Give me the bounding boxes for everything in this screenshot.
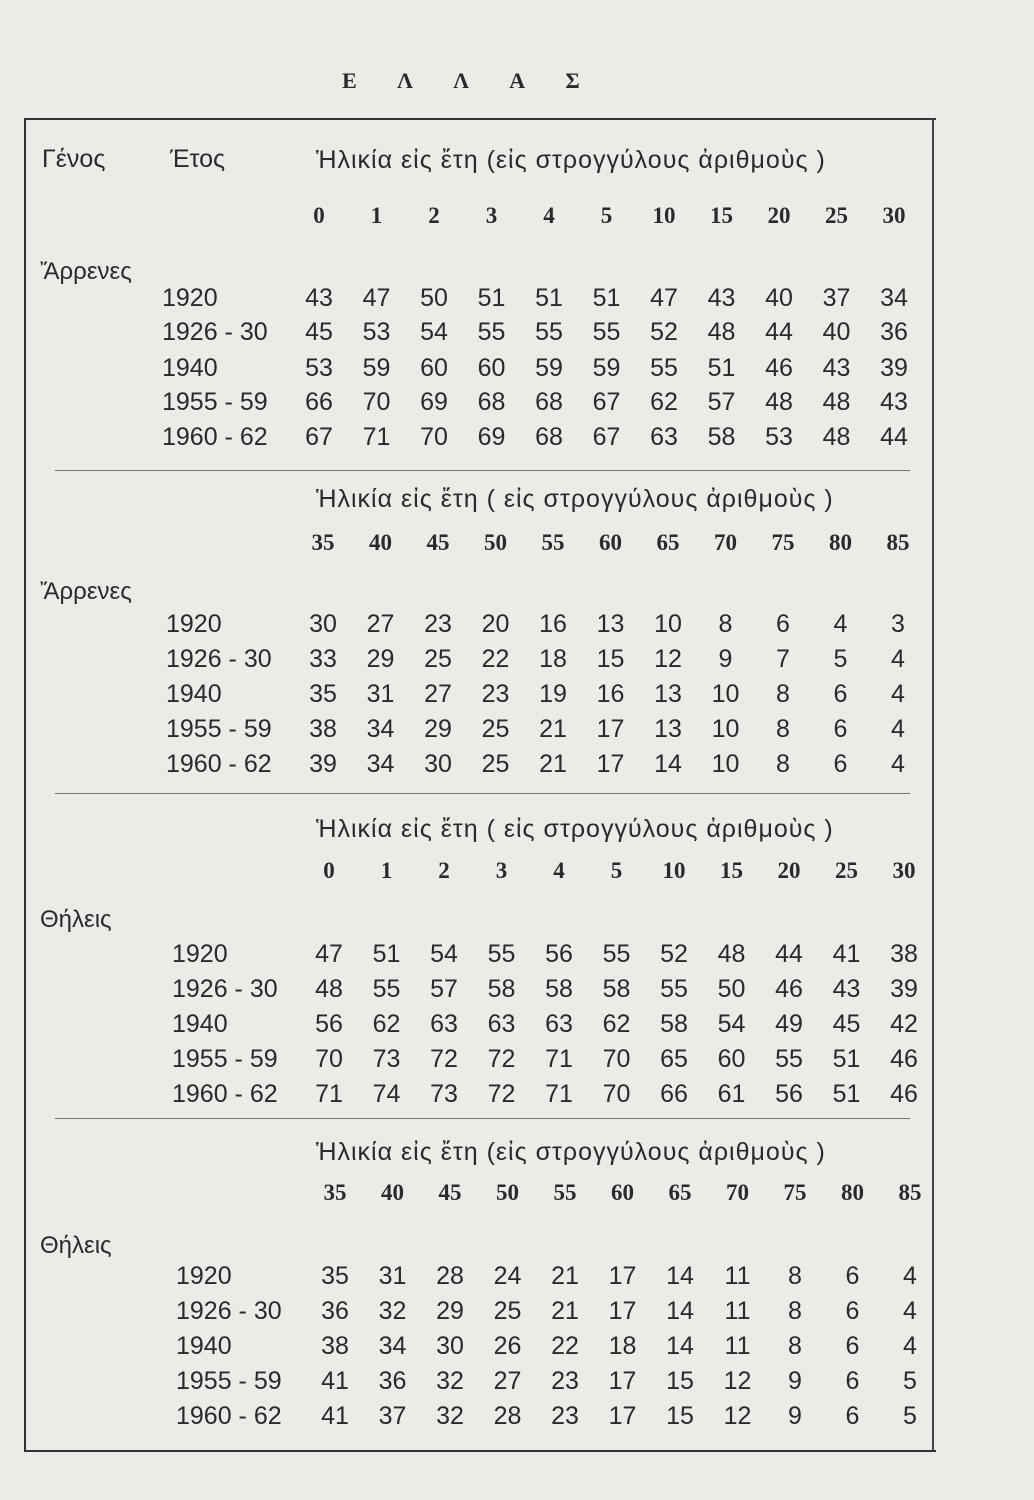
year-label: 1955 - 59 — [176, 1367, 282, 1395]
table-cell: 58 — [487, 975, 516, 1003]
section-divider — [55, 470, 910, 471]
table-cell: 4 — [891, 645, 905, 673]
table-cell: 10 — [711, 750, 740, 778]
age-subheading: Ἡλικία εἰς ἔτη (εἰς στρογγύλους ἀριθμοὺς ) — [316, 1138, 826, 1166]
table-cell: 41 — [321, 1402, 349, 1430]
year-label: 1920 — [166, 610, 222, 638]
age-subheading: Ἡλικία εἰς ἔτη ( εἰς στρογγύλους ἀριθμοὺς ) — [316, 485, 834, 513]
age-column-header: 80 — [829, 530, 852, 555]
age-column-header: 50 — [496, 1180, 519, 1205]
age-column-header: 0 — [313, 203, 325, 228]
year-label: 1940 — [172, 1010, 228, 1038]
table-cell: 63 — [487, 1010, 516, 1038]
table-cell: 25 — [481, 715, 510, 743]
table-cell: 46 — [890, 1080, 918, 1108]
table-cell: 47 — [315, 940, 343, 968]
table-cell: 39 — [890, 975, 918, 1003]
section-divider — [55, 1118, 910, 1119]
table-cell: 41 — [321, 1367, 349, 1395]
table-cell: 15 — [596, 645, 625, 673]
table-cell: 59 — [592, 354, 621, 382]
table-cell: 4 — [891, 680, 905, 708]
table-cell: 23 — [424, 610, 452, 638]
table-cell: 32 — [378, 1297, 407, 1325]
age-column-header: 55 — [541, 530, 565, 555]
table-cell: 5 — [833, 645, 848, 673]
table-cell: 38 — [890, 940, 918, 968]
table-cell: 43 — [822, 354, 851, 382]
table-cell: 56 — [315, 1010, 343, 1038]
table-cell: 46 — [775, 975, 803, 1003]
table-cell: 34 — [366, 750, 395, 778]
table-cell: 57 — [707, 388, 736, 416]
table-cell: 5 — [903, 1402, 917, 1430]
table-cell: 37 — [378, 1402, 407, 1430]
table-cell: 30 — [424, 750, 452, 778]
table-cell: 45 — [305, 318, 333, 346]
table-cell: 51 — [477, 284, 506, 312]
table-cell: 40 — [822, 318, 851, 346]
year-label: 1940 — [166, 680, 222, 708]
table-cell: 51 — [707, 354, 736, 382]
column-header-year: Έτος — [170, 145, 226, 173]
table-cell: 6 — [833, 750, 848, 778]
table-cell: 17 — [608, 1297, 637, 1325]
age-column-header: 5 — [610, 858, 623, 883]
table-cell: 68 — [535, 388, 563, 416]
year-label: 1960 - 62 — [166, 750, 272, 778]
table-cell: 19 — [539, 680, 567, 708]
table-cell: 27 — [366, 610, 395, 638]
age-column-header: 20 — [767, 203, 791, 228]
table-cell: 21 — [551, 1262, 579, 1290]
table-cell: 22 — [551, 1332, 579, 1360]
table-cell: 74 — [372, 1080, 401, 1108]
table-cell: 29 — [424, 715, 452, 743]
table-cell: 25 — [424, 645, 452, 673]
table-cell: 15 — [666, 1367, 694, 1395]
year-label: 1926 - 30 — [162, 318, 268, 346]
table-cell: 6 — [845, 1332, 860, 1360]
table-cell: 4 — [891, 750, 905, 778]
age-column-header: 5 — [600, 203, 613, 228]
table-cell: 67 — [592, 388, 621, 416]
year-label: 1920 — [162, 284, 218, 312]
table-cell: 8 — [776, 680, 790, 708]
table-cell: 55 — [487, 940, 516, 968]
table-cell: 58 — [707, 423, 736, 451]
table-cell: 6 — [845, 1262, 860, 1290]
table-cell: 44 — [775, 940, 803, 968]
table-cell: 30 — [436, 1332, 464, 1360]
table-cell: 17 — [596, 715, 625, 743]
table-cell: 4 — [833, 610, 848, 638]
table-cell: 51 — [592, 284, 621, 312]
table-cell: 9 — [788, 1367, 802, 1395]
table-cell: 44 — [765, 318, 793, 346]
table-cell: 35 — [321, 1262, 349, 1290]
table-cell: 31 — [366, 680, 395, 708]
age-column-header: 25 — [825, 203, 848, 228]
table-cell: 53 — [765, 423, 793, 451]
table-cell: 36 — [880, 318, 908, 346]
age-column-header: 3 — [495, 858, 508, 883]
age-column-header: 85 — [898, 1180, 922, 1205]
table-cell: 73 — [372, 1045, 401, 1073]
age-column-header: 40 — [381, 1180, 404, 1205]
table-cell: 51 — [372, 940, 401, 968]
table-cell: 49 — [775, 1010, 803, 1038]
table-cell: 70 — [362, 388, 391, 416]
table-cell: 11 — [724, 1262, 751, 1290]
page-title: Ε Λ Λ Α Σ — [342, 68, 598, 93]
table-cell: 6 — [845, 1367, 860, 1395]
year-label: 1955 - 59 — [172, 1045, 278, 1073]
table-cell: 17 — [596, 750, 625, 778]
table-cell: 47 — [650, 284, 678, 312]
table-cell: 70 — [315, 1045, 343, 1073]
table-cell: 33 — [309, 645, 337, 673]
table-cell: 15 — [666, 1402, 694, 1430]
table-cell: 63 — [650, 423, 678, 451]
table-cell: 55 — [602, 940, 631, 968]
age-column-header: 15 — [720, 858, 743, 883]
table-cell: 71 — [545, 1045, 573, 1073]
table-cell: 39 — [309, 750, 337, 778]
table-cell: 55 — [372, 975, 401, 1003]
table-cell: 54 — [420, 318, 448, 346]
age-column-header: 45 — [438, 1180, 462, 1205]
table-cell: 51 — [832, 1080, 861, 1108]
year-label: 1926 - 30 — [176, 1297, 282, 1325]
table-cell: 69 — [420, 388, 448, 416]
year-label: 1920 — [172, 940, 228, 968]
table-cell: 14 — [666, 1332, 694, 1360]
table-cell: 65 — [660, 1045, 688, 1073]
age-column-header: 0 — [323, 858, 335, 883]
table-cell: 13 — [654, 680, 682, 708]
table-cell: 71 — [545, 1080, 573, 1108]
age-column-header: 70 — [726, 1180, 749, 1205]
table-cell: 6 — [776, 610, 790, 638]
table-cell: 48 — [822, 388, 851, 416]
table-cell: 59 — [362, 354, 391, 382]
table-cell: 67 — [305, 423, 333, 451]
table-cell: 36 — [378, 1367, 407, 1395]
table-cell: 37 — [822, 284, 851, 312]
age-column-header: 30 — [892, 858, 916, 883]
table-cell: 26 — [493, 1332, 522, 1360]
table-cell: 4 — [903, 1262, 917, 1290]
table-cell: 67 — [592, 423, 621, 451]
table-cell: 44 — [880, 423, 908, 451]
age-column-header: 15 — [710, 203, 733, 228]
table-cell: 68 — [535, 423, 563, 451]
age-column-header: 4 — [543, 203, 555, 228]
table-cell: 9 — [788, 1402, 802, 1430]
table-cell: 56 — [545, 940, 573, 968]
table-cell: 45 — [832, 1010, 861, 1038]
age-column-header: 1 — [380, 858, 393, 883]
table-cell: 71 — [362, 423, 391, 451]
table-cell: 4 — [891, 715, 905, 743]
table-cell: 38 — [309, 715, 337, 743]
table-cell: 51 — [535, 284, 563, 312]
age-column-header: 70 — [714, 530, 737, 555]
table-cell: 8 — [788, 1332, 802, 1360]
age-column-header: 75 — [771, 530, 795, 555]
table-cell: 16 — [596, 680, 625, 708]
table-cell: 62 — [602, 1010, 631, 1038]
table-cell: 55 — [775, 1045, 803, 1073]
age-column-header: 1 — [370, 203, 383, 228]
table-cell: 55 — [660, 975, 688, 1003]
table-cell: 48 — [822, 423, 851, 451]
table-cell: 25 — [493, 1297, 522, 1325]
table-cell: 70 — [602, 1080, 631, 1108]
age-column-header: 2 — [428, 203, 440, 228]
age-subheading: Ἡλικία εἰς ἔτη ( εἰς στρογγύλους ἀριθμοὺς ) — [316, 815, 834, 843]
table-cell: 69 — [477, 423, 506, 451]
table-cell: 50 — [420, 284, 448, 312]
table-cell: 8 — [788, 1297, 802, 1325]
age-column-header: 65 — [656, 530, 680, 555]
table-cell: 55 — [535, 318, 563, 346]
table-cell: 23 — [551, 1402, 579, 1430]
age-column-header: 80 — [841, 1180, 864, 1205]
table-cell: 4 — [903, 1332, 917, 1360]
table-cell: 31 — [378, 1262, 407, 1290]
table-cell: 58 — [602, 975, 631, 1003]
table-cell: 40 — [765, 284, 793, 312]
table-cell: 72 — [487, 1045, 516, 1073]
table-cell: 30 — [309, 610, 337, 638]
table-cell: 14 — [666, 1262, 694, 1290]
table-cell: 54 — [717, 1010, 746, 1038]
table-cell: 43 — [880, 388, 908, 416]
table-cell: 10 — [654, 610, 682, 638]
section-divider — [55, 793, 910, 794]
table-cell: 23 — [481, 680, 510, 708]
table-cell: 59 — [535, 354, 563, 382]
table-cell: 10 — [711, 715, 740, 743]
table-cell: 22 — [481, 645, 510, 673]
table-cell: 52 — [660, 940, 688, 968]
table-cell: 16 — [539, 610, 567, 638]
year-label: 1960 - 62 — [162, 423, 268, 451]
table-cell: 8 — [776, 715, 790, 743]
table-cell: 21 — [539, 715, 567, 743]
year-label: 1940 — [176, 1332, 232, 1360]
table-cell: 55 — [592, 318, 621, 346]
table-cell: 51 — [832, 1045, 861, 1073]
age-column-header: 65 — [668, 1180, 692, 1205]
table-cell: 66 — [305, 388, 333, 416]
table-cell: 17 — [608, 1262, 637, 1290]
table-cell: 63 — [430, 1010, 458, 1038]
table-cell: 62 — [372, 1010, 401, 1038]
age-column-header: 2 — [438, 858, 450, 883]
table-cell: 53 — [305, 354, 333, 382]
table-cell: 43 — [305, 284, 333, 312]
table-cell: 6 — [833, 715, 848, 743]
year-label: 1926 - 30 — [166, 645, 272, 673]
age-column-header: 60 — [599, 530, 622, 555]
table-cell: 55 — [650, 354, 678, 382]
age-column-header: 50 — [484, 530, 507, 555]
age-column-header: 10 — [662, 858, 686, 883]
table-cell: 17 — [608, 1367, 637, 1395]
year-label: 1960 - 62 — [176, 1402, 282, 1430]
table-cell: 28 — [493, 1402, 522, 1430]
table-cell: 9 — [718, 645, 733, 673]
table-cell: 48 — [707, 318, 736, 346]
table-cell: 28 — [436, 1262, 464, 1290]
table-cell: 42 — [890, 1010, 918, 1038]
table-cell: 32 — [436, 1367, 464, 1395]
sex-label: Ἄρρενες — [40, 578, 132, 605]
table-cell: 8 — [788, 1262, 802, 1290]
table-cell: 34 — [378, 1332, 407, 1360]
age-column-header: 35 — [323, 1180, 347, 1205]
age-column-header: 30 — [882, 203, 906, 228]
year-label: 1955 - 59 — [162, 388, 268, 416]
table-cell: 48 — [765, 388, 793, 416]
table-cell: 46 — [765, 354, 793, 382]
table-cell: 13 — [654, 715, 682, 743]
table-cell: 24 — [493, 1262, 522, 1290]
table-cell: 50 — [717, 975, 746, 1003]
table-cell: 58 — [545, 975, 573, 1003]
age-column-header: 10 — [652, 203, 676, 228]
table-cell: 25 — [481, 750, 510, 778]
table-cell: 8 — [718, 610, 733, 638]
age-column-header: 25 — [835, 858, 858, 883]
table-cell: 12 — [723, 1367, 752, 1395]
table-cell: 29 — [436, 1297, 464, 1325]
table-cell: 6 — [845, 1402, 860, 1430]
table-cell: 55 — [477, 318, 506, 346]
age-column-header: 85 — [886, 530, 910, 555]
table-cell: 34 — [366, 715, 395, 743]
table-cell: 54 — [430, 940, 458, 968]
table-cell: 39 — [880, 354, 908, 382]
table-cell: 60 — [420, 354, 448, 382]
table-cell: 32 — [436, 1402, 464, 1430]
age-column-header: 55 — [553, 1180, 577, 1205]
age-column-header: 3 — [485, 203, 498, 228]
table-cell: 18 — [608, 1332, 637, 1360]
table-cell: 62 — [650, 388, 678, 416]
table-cell: 11 — [724, 1297, 751, 1325]
table-cell: 4 — [903, 1297, 917, 1325]
age-column-header: 45 — [426, 530, 450, 555]
age-column-header: 60 — [611, 1180, 634, 1205]
age-column-header: 4 — [553, 858, 565, 883]
table-cell: 13 — [596, 610, 625, 638]
table-cell: 6 — [845, 1297, 860, 1325]
table-cell: 21 — [551, 1297, 579, 1325]
table-cell: 70 — [420, 423, 448, 451]
table-cell: 47 — [362, 284, 391, 312]
year-label: 1920 — [176, 1262, 232, 1290]
table-cell: 56 — [775, 1080, 803, 1108]
table-cell: 72 — [430, 1045, 458, 1073]
table-cell: 35 — [309, 680, 337, 708]
table-cell: 14 — [666, 1297, 694, 1325]
table-cell: 71 — [315, 1080, 343, 1108]
table-cell: 29 — [366, 645, 395, 673]
table-cell: 27 — [493, 1367, 522, 1395]
sex-label: Θήλεις — [40, 906, 112, 933]
table-cell: 43 — [832, 975, 861, 1003]
table-cell: 17 — [608, 1402, 637, 1430]
table-cell: 57 — [430, 975, 458, 1003]
table-frame-right-edge — [932, 118, 934, 1450]
table-cell: 36 — [321, 1297, 349, 1325]
age-column-header: 40 — [369, 530, 392, 555]
table-cell: 5 — [903, 1367, 917, 1395]
column-header-sex: Γένος — [42, 145, 106, 173]
table-cell: 38 — [321, 1332, 349, 1360]
table-cell: 20 — [481, 610, 510, 638]
table-cell: 11 — [724, 1332, 751, 1360]
table-cell: 60 — [717, 1045, 746, 1073]
sex-label: Ἄρρενες — [40, 258, 132, 285]
table-cell: 12 — [654, 645, 682, 673]
table-cell: 53 — [362, 318, 391, 346]
table-cell: 68 — [477, 388, 506, 416]
table-cell: 10 — [711, 680, 740, 708]
table-cell: 7 — [776, 645, 790, 673]
table-cell: 43 — [707, 284, 736, 312]
year-label: 1960 - 62 — [172, 1080, 278, 1108]
year-label: 1940 — [162, 354, 218, 382]
year-label: 1926 - 30 — [172, 975, 278, 1003]
age-subheading: Ἡλικία εἰς ἔτη (εἰς στρογγύλους ἀριθμοὺς ) — [316, 146, 826, 174]
age-column-header: 35 — [311, 530, 335, 555]
table-cell: 46 — [890, 1045, 918, 1073]
table-cell: 18 — [539, 645, 567, 673]
age-column-header: 75 — [783, 1180, 807, 1205]
table-cell: 63 — [545, 1010, 573, 1038]
table-cell: 73 — [430, 1080, 458, 1108]
table-cell: 48 — [315, 975, 343, 1003]
table-cell: 8 — [776, 750, 790, 778]
table-cell: 66 — [660, 1080, 688, 1108]
table-cell: 14 — [654, 750, 682, 778]
age-column-header: 20 — [777, 858, 801, 883]
table-cell: 27 — [424, 680, 452, 708]
table-cell: 72 — [487, 1080, 516, 1108]
table-cell: 52 — [650, 318, 678, 346]
table-cell: 58 — [660, 1010, 688, 1038]
table-cell: 60 — [477, 354, 506, 382]
sex-label: Θήλεις — [40, 1232, 112, 1259]
table-cell: 61 — [717, 1080, 746, 1108]
table-cell: 12 — [723, 1402, 752, 1430]
table-cell: 34 — [880, 284, 908, 312]
table-cell: 48 — [717, 940, 746, 968]
table-cell: 70 — [602, 1045, 631, 1073]
table-cell: 41 — [832, 940, 861, 968]
table-cell: 6 — [833, 680, 848, 708]
table-cell: 23 — [551, 1367, 579, 1395]
table-cell: 21 — [539, 750, 567, 778]
year-label: 1955 - 59 — [166, 715, 272, 743]
table-cell: 3 — [891, 610, 905, 638]
